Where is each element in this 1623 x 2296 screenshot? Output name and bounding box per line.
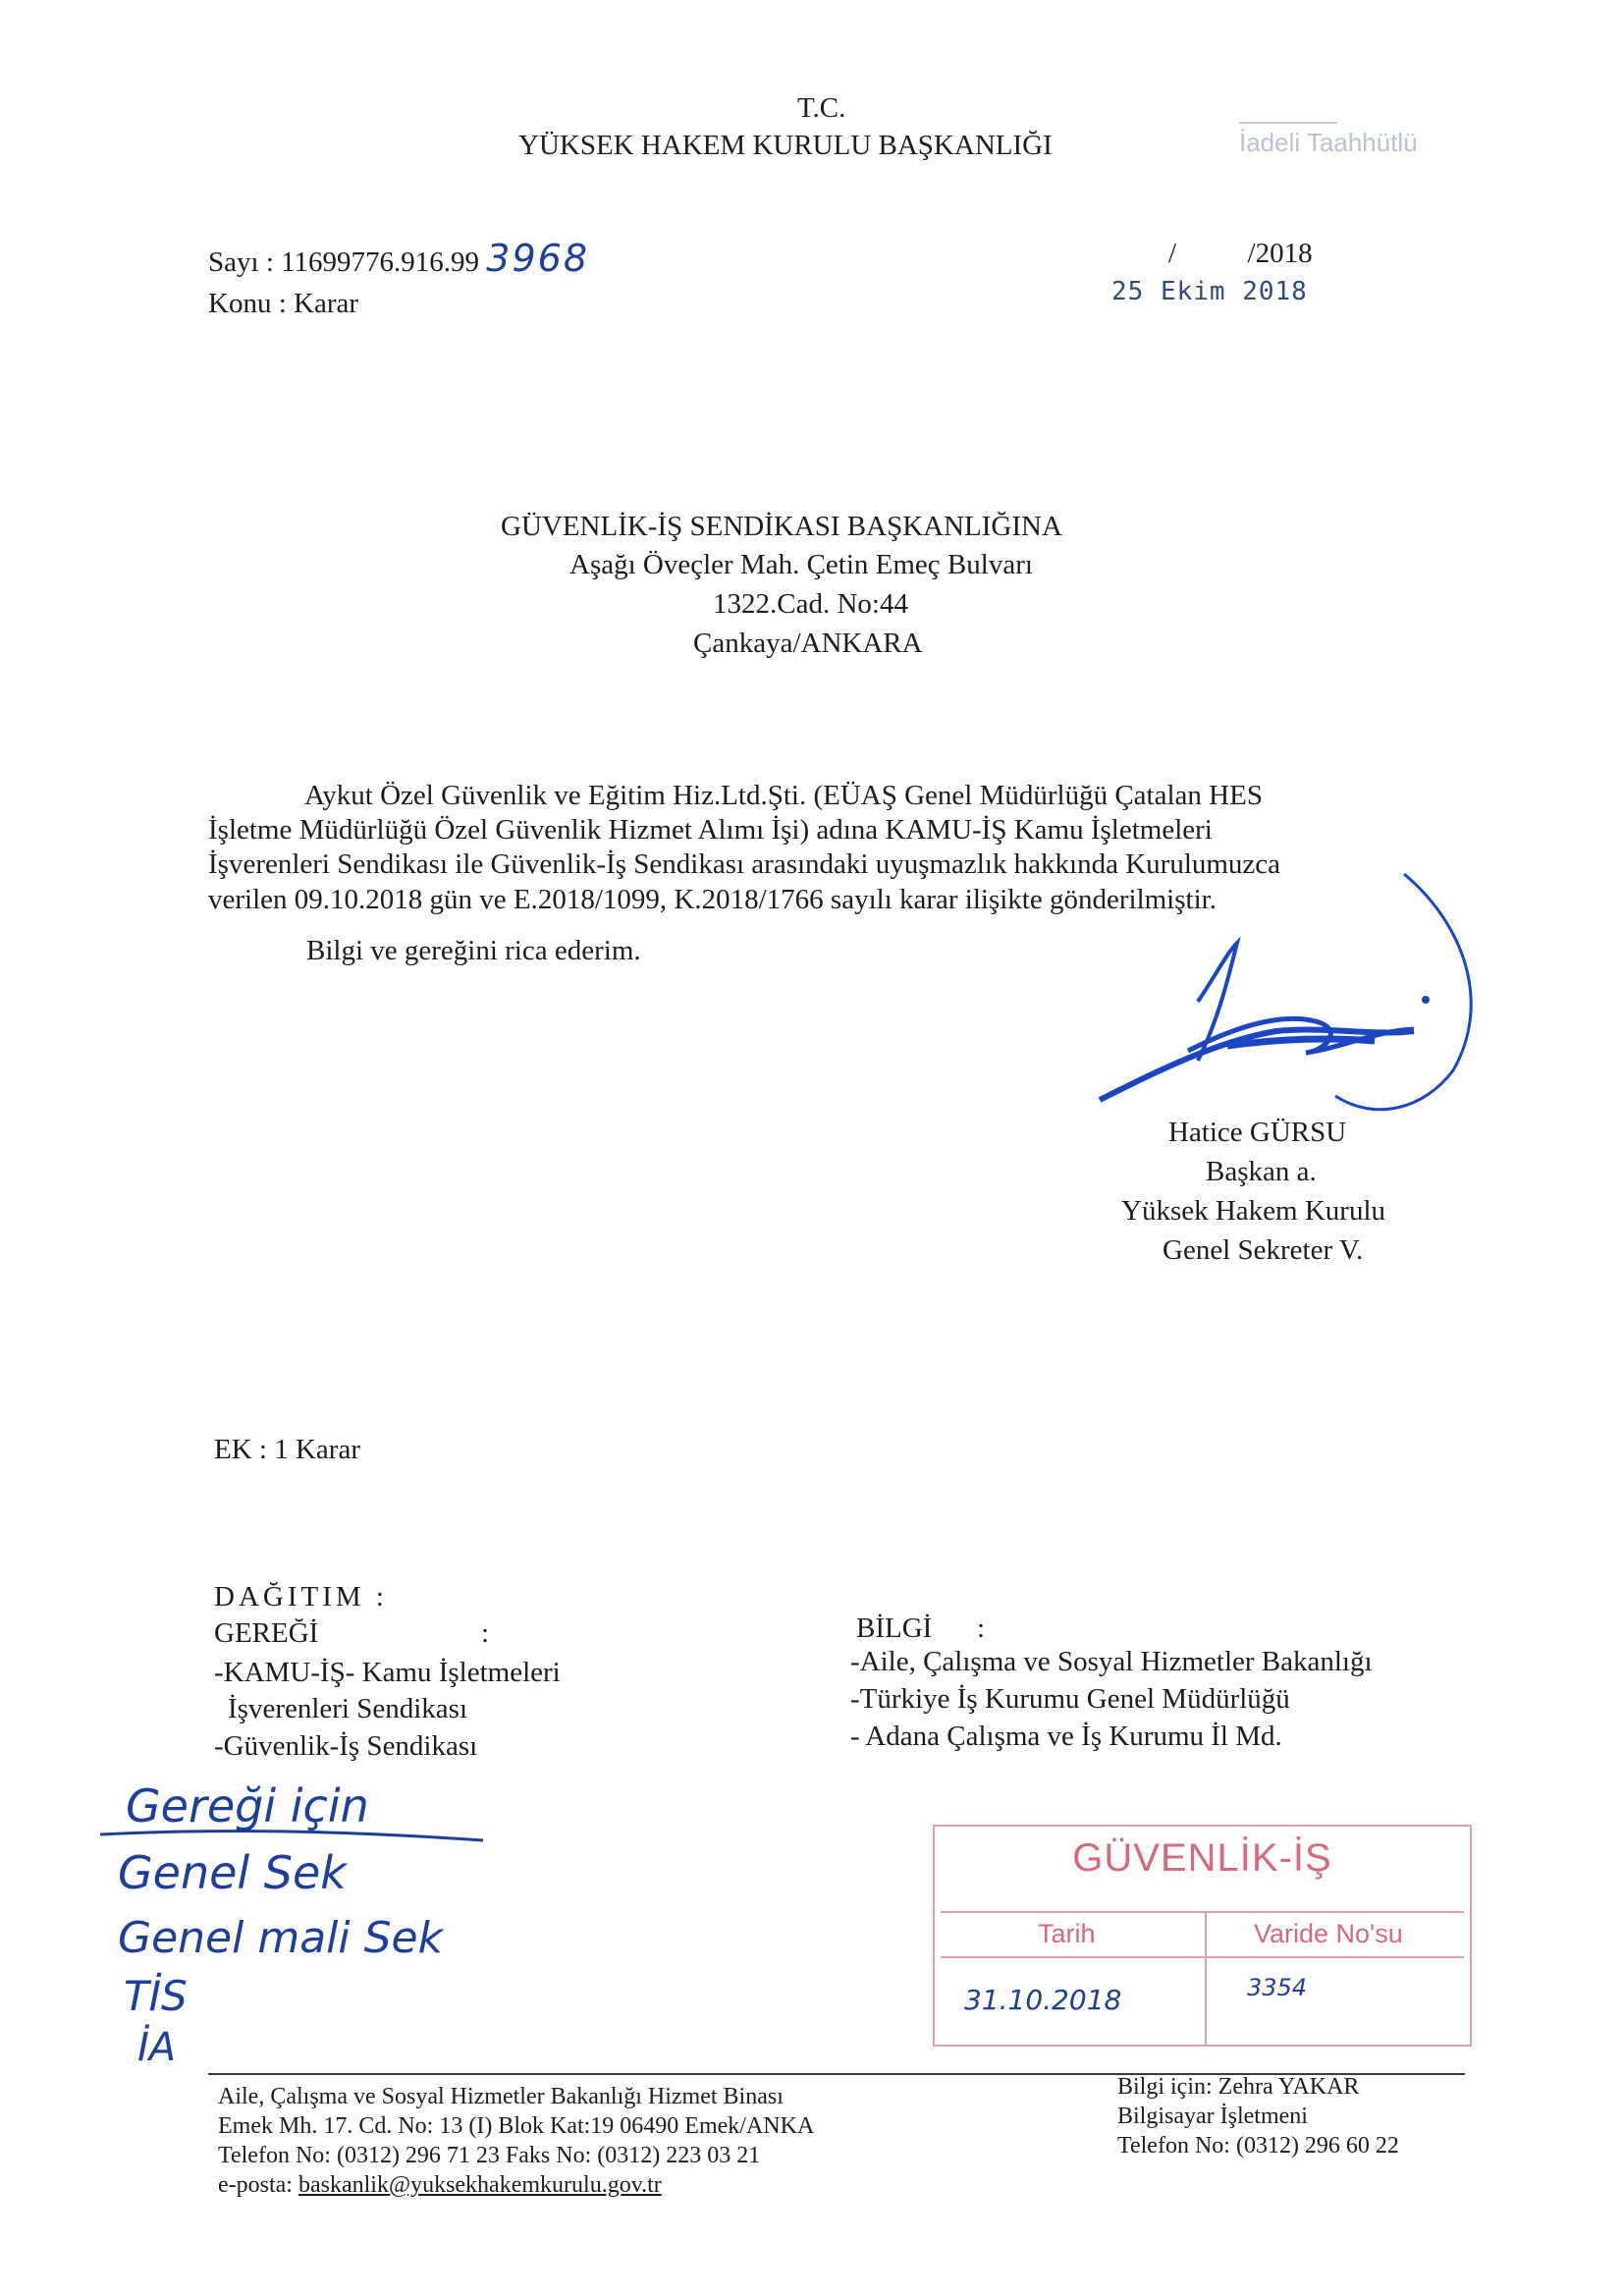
- recipient-line3: 1322.Cad. No:44: [713, 588, 908, 620]
- signatory-title1: Başkan a.: [1206, 1156, 1317, 1187]
- geregi-colon: :: [481, 1617, 490, 1649]
- receipt-stamp-number-label: Varide No'su: [1254, 1919, 1403, 1948]
- konu-value: : Karar: [278, 288, 359, 319]
- attachment-line: [214, 1432, 360, 1467]
- body-closing: Bilgi ve gereğini rica ederim.: [306, 935, 641, 966]
- geregi-item-3: -Güvenlik-İş Sendikası: [214, 1730, 478, 1762]
- attachment-label: EK: [214, 1434, 252, 1465]
- body-line2: İşletme Müdürlüğü Özel Güvenlik Hizmet Alımı İşi) adına KAMU-İŞ Kamu İşletmeleri: [208, 814, 1213, 846]
- body-line3: İşverenleri Sendikası ile Güvenlik-İş Sendikası arasındaki uyuşmazlık hakkında Kurulumuzca: [208, 848, 1281, 880]
- mail-stamp: İadeli Taahhütlü: [1239, 128, 1418, 157]
- signatory-title3: Genel Sekreter V.: [1163, 1234, 1364, 1266]
- header-tc: T.C.: [797, 92, 846, 124]
- sayi-line: [208, 237, 590, 280]
- handwritten-underline: [98, 1825, 491, 1844]
- geregi-label: GEREĞİ: [214, 1617, 319, 1649]
- bilgi-item-1: -Aile, Çalışma ve Sosyal Hizmetler Bakanlığı: [850, 1646, 1373, 1677]
- recipient-line1: GÜVENLİK-İŞ SENDİKASI BAŞKANLIĞINA: [501, 511, 1062, 542]
- signatory-name: Hatice GÜRSU: [1168, 1117, 1347, 1148]
- handwritten-note-3: Genel mali Sek: [118, 1913, 444, 1963]
- bilgi-colon: :: [977, 1613, 986, 1644]
- bilgi-label: BİLGİ: [856, 1613, 933, 1644]
- konu-label: Konu: [208, 288, 272, 319]
- handwritten-note-2: Genel Sek: [118, 1846, 347, 1899]
- date-template: / /2018: [1168, 238, 1313, 269]
- sayi-handwritten: 3968: [486, 237, 590, 280]
- signature-scribble: [1080, 864, 1512, 1129]
- receipt-stamp-title: GÜVENLİK-İŞ: [1072, 1836, 1332, 1880]
- footer-email-label: e-posta:: [218, 2172, 293, 2198]
- body-line4: verilen 09.10.2018 gün ve E.2018/1099, K.2018/1766 sayılı karar ilişikte gönderilmiştir.: [208, 884, 1217, 915]
- receipt-stamp-divider-vertical: [1205, 1911, 1207, 2045]
- receipt-stamp: [933, 1825, 1472, 2047]
- handwritten-note-1: Gereği için: [126, 1779, 369, 1832]
- body-line1: Aykut Özel Güvenlik ve Eğitim Hiz.Ltd.Şti. (EÜAŞ Genel Müdürlüğü Çatalan HES: [304, 780, 1263, 811]
- geregi-item-2: İşverenleri Sendikası: [228, 1693, 468, 1724]
- signatory-title2: Yüksek Hakem Kurulu: [1121, 1195, 1386, 1227]
- konu-line: [208, 286, 358, 321]
- footer-contact-name: Bilgi için: Zehra YAKAR: [1117, 2074, 1360, 2100]
- recipient-line4: Çankaya/ANKARA: [693, 628, 923, 659]
- recipient-line2: Aşağı Öveçler Mah. Çetin Emeç Bulvarı: [569, 549, 1033, 580]
- footer-contact-phone: Telefon No: (0312) 296 60 22: [1117, 2133, 1399, 2159]
- geregi-item-1: -KAMU-İŞ- Kamu İşletmeleri: [214, 1657, 561, 1688]
- header-institution: YÜKSEK HAKEM KURULU BAŞKANLIĞI: [518, 130, 1053, 161]
- footer-address-1: Aile, Çalışma ve Sosyal Hizmetler Bakanlığı Hizmet Binası: [218, 2084, 784, 2109]
- mail-stamp-line: [1239, 122, 1337, 124]
- bilgi-item-2: -Türkiye İş Kurumu Genel Müdürlüğü: [850, 1683, 1290, 1715]
- receipt-stamp-number-value: 3354: [1247, 1974, 1308, 2001]
- date-stamp: 25 Ekim 2018: [1111, 277, 1308, 306]
- distribution-heading: DAĞITIM :: [214, 1581, 388, 1613]
- footer-contact-role: Bilgisayar İşletmeni: [1117, 2104, 1308, 2129]
- receipt-stamp-divider-top: [941, 1911, 1464, 1913]
- footer-email-link[interactable]: baskanlik@yuksekhakemkurulu.gov.tr: [298, 2172, 662, 2198]
- footer-address-2: Emek Mh. 17. Cd. No: 13 (I) Blok Kat:19 06490 Emek/ANKA: [218, 2113, 815, 2139]
- receipt-stamp-date-label: Tarih: [1038, 1919, 1096, 1948]
- footer-left: [218, 2082, 814, 2200]
- bilgi-item-3: - Adana Çalışma ve İş Kurumu İl Md.: [850, 1721, 1282, 1752]
- handwritten-note-4: TİS: [124, 1972, 188, 2020]
- sayi-label: Sayı: [208, 246, 259, 278]
- footer-email-line: [218, 2170, 814, 2200]
- handwritten-note-5: İA: [137, 2025, 177, 2070]
- attachment-value: : 1 Karar: [258, 1434, 360, 1465]
- receipt-stamp-divider-mid: [941, 1956, 1464, 1958]
- receipt-stamp-date-value: 31.10.2018: [964, 1984, 1122, 2016]
- footer-right: [1117, 2072, 1399, 2160]
- sayi-value: : 11699776.916.99: [265, 246, 480, 278]
- footer-phone-fax: Telefon No: (0312) 296 71 23 Faks No: (0312) 223 03 21: [218, 2143, 761, 2168]
